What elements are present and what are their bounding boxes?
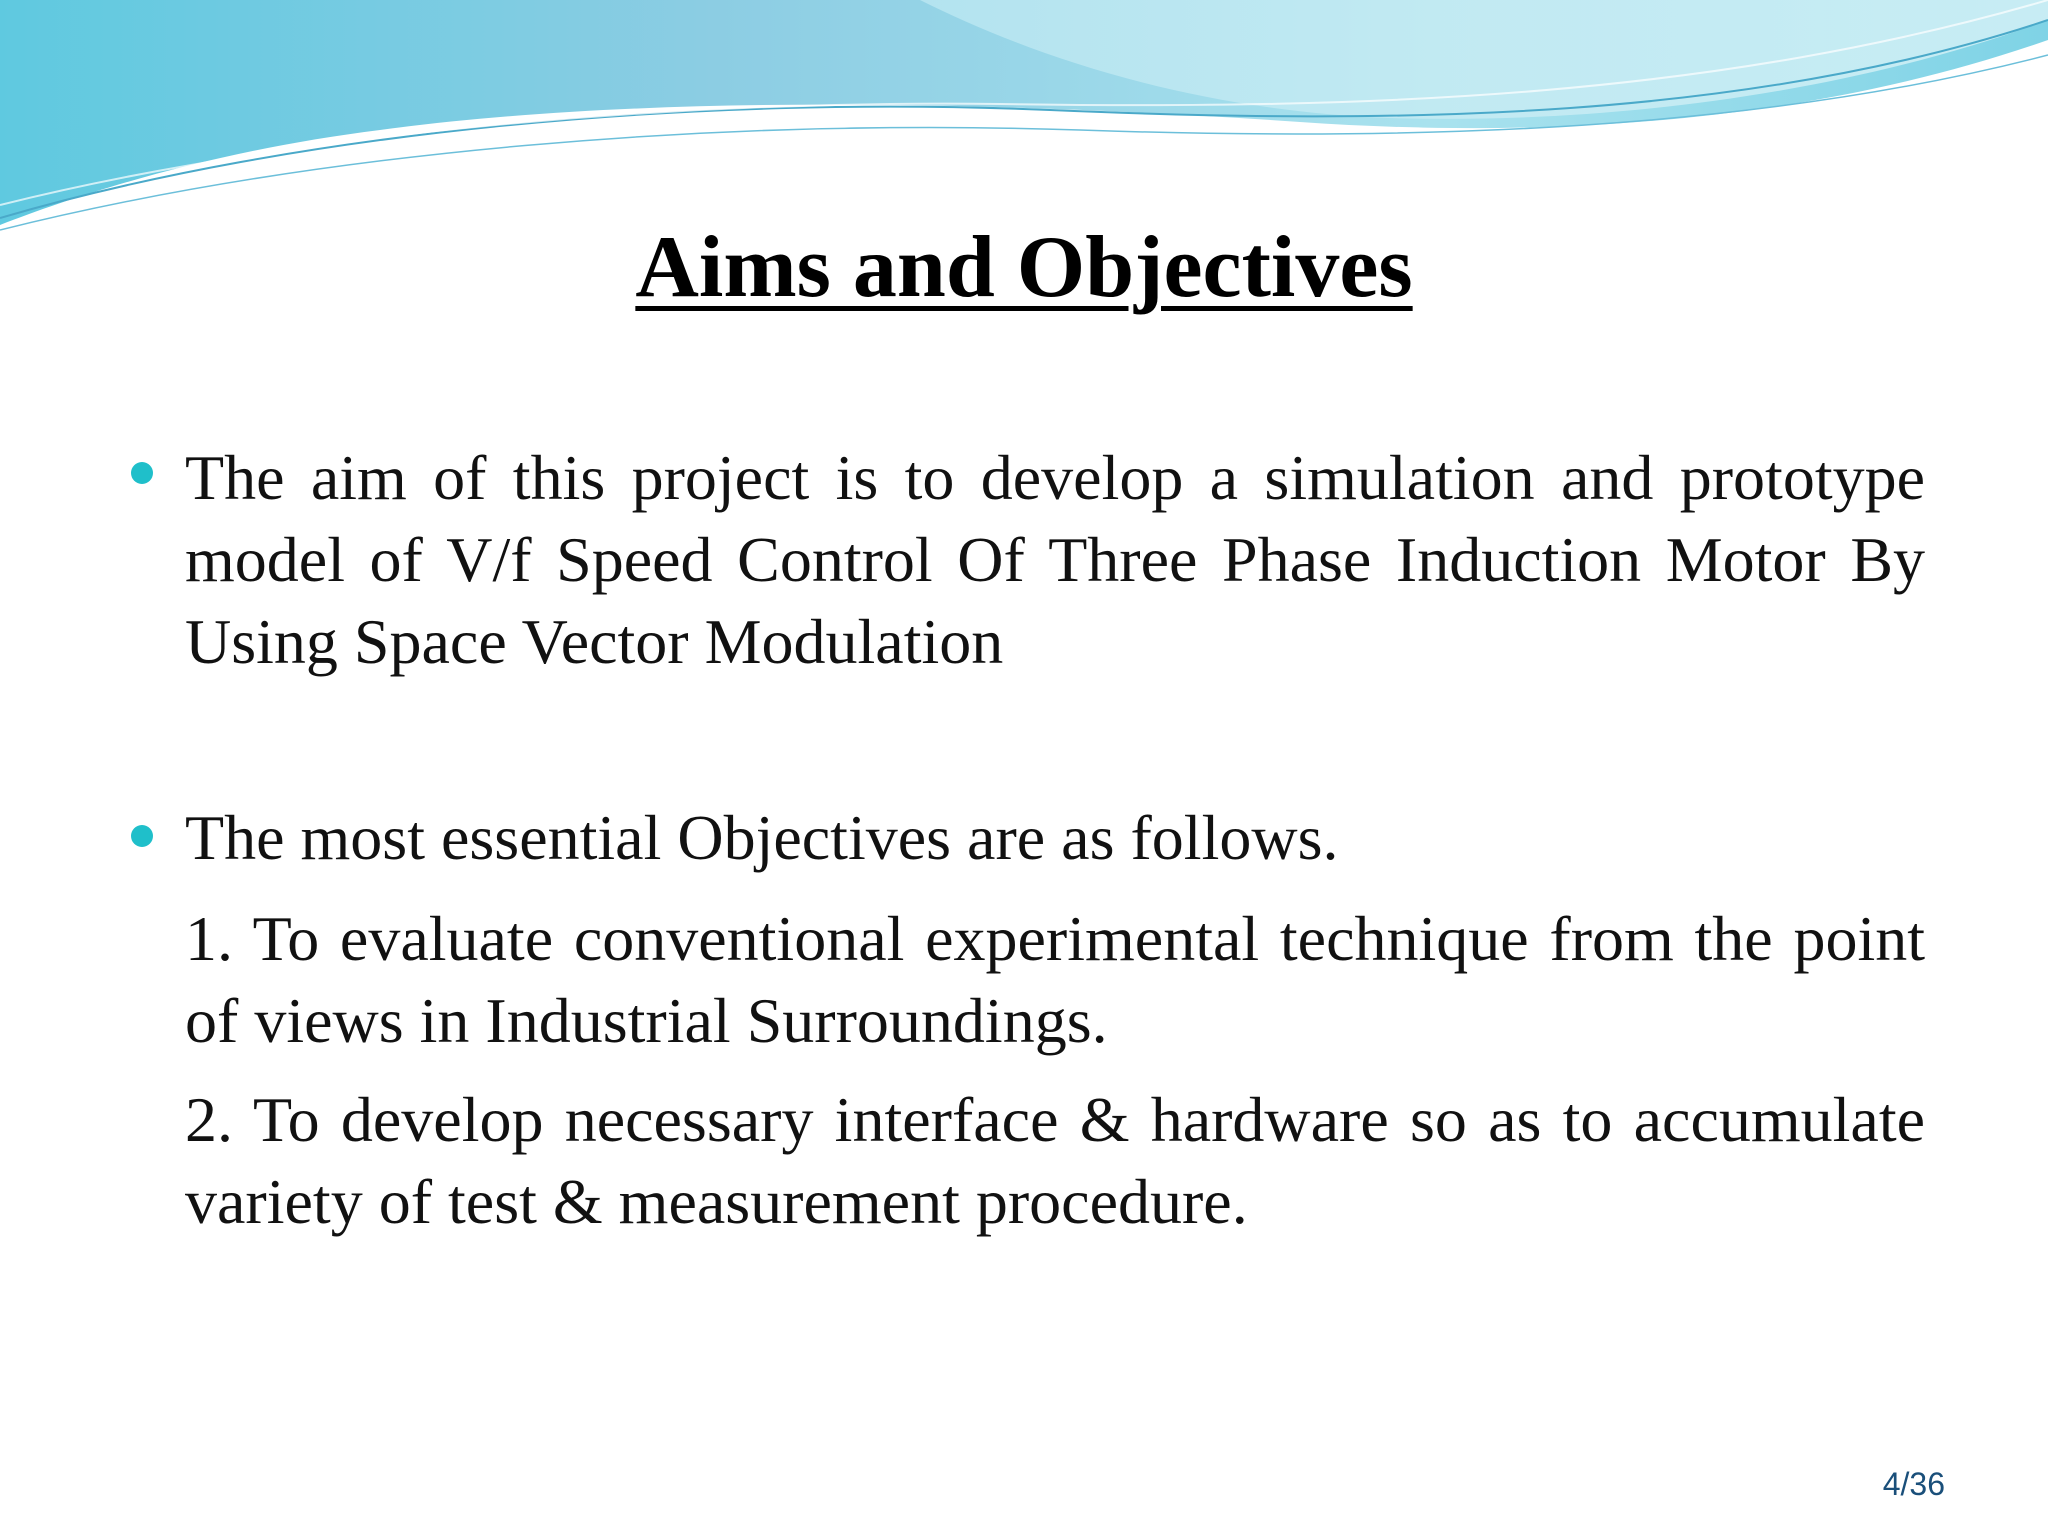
bullet-dot-icon — [131, 825, 153, 847]
bullet-aim: The aim of this project is to develop a simulation and prototype model of V/f Speed Control Of Three Phase Induction Motor By Using Space Vector Modulation — [185, 442, 1925, 677]
bullet-dot-icon — [131, 462, 153, 484]
page-number: 4/36 — [1882, 1466, 1945, 1502]
objective-item: 1. To evaluate conventional experimental technique from the point of views in Industrial Surroundings. — [185, 903, 1925, 1056]
objective-item: 2. To develop necessary interface & hardware so as to accumulate variety of test & measurement procedure. — [185, 1084, 1925, 1237]
decorative-wave-header — [0, 0, 2048, 240]
bullet-objectives-intro: The most essential Objectives are as follows. — [185, 802, 1339, 873]
slide-title: Aims and Objectives — [635, 219, 1413, 316]
